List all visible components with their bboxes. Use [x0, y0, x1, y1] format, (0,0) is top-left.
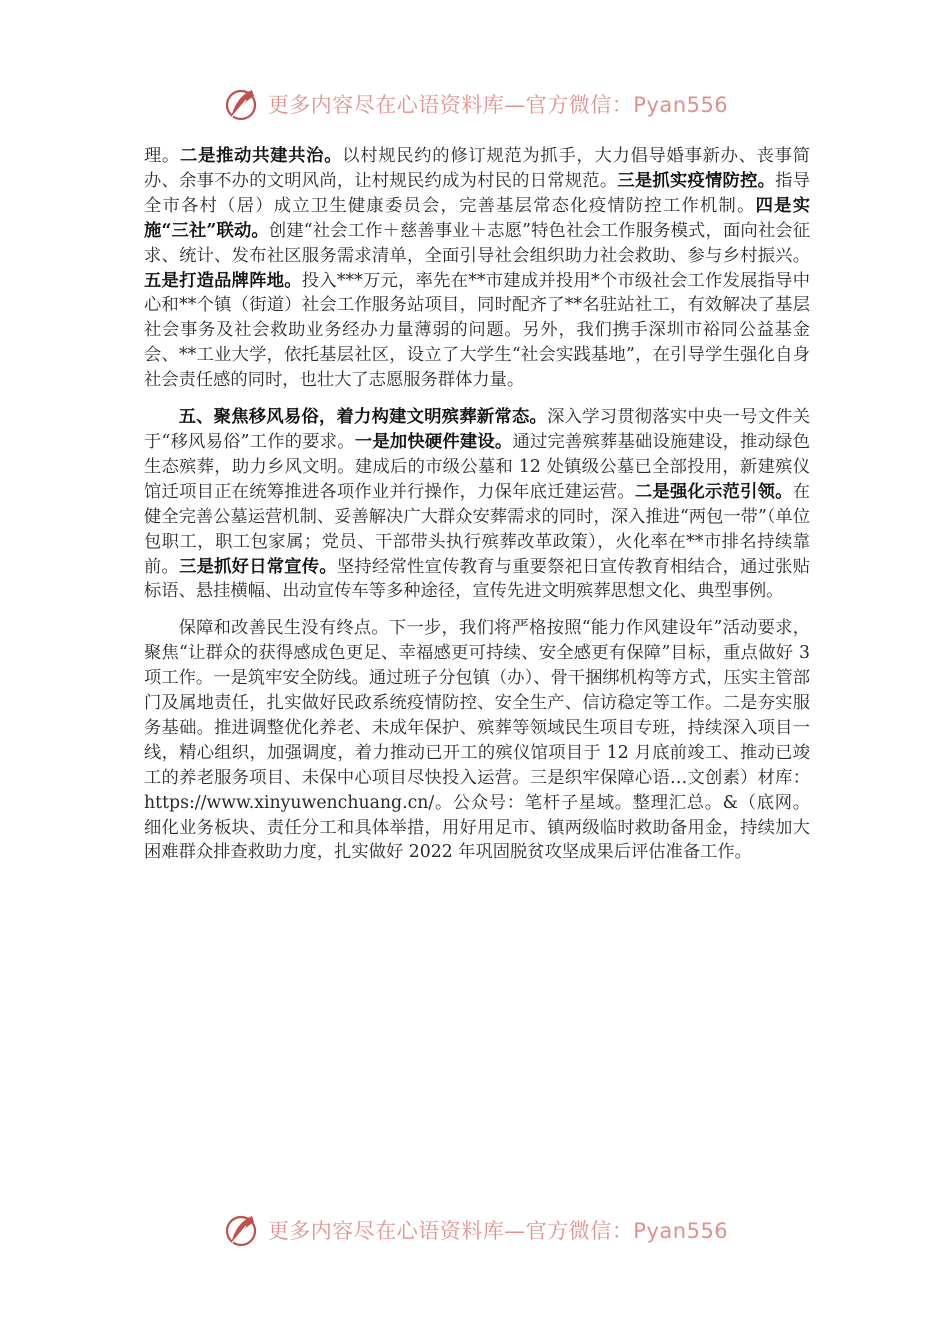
text-run: 通过完善殡葬基础设施建设，推动绿色生态殡葬，助力乡风文明。建成后的市级公墓和 12 处镇级公墓已全部投用，新建殡仪馆迁项目正在统筹推进各项作业并行操作，力保年底迁建运营。 [144, 431, 810, 502]
text-run: 在健全完善公墓运营机制、妥善解决广大群众安葬需求的同时，深入推进“两包一带”（单位包职工，职工包家属；党员、干部带头执行殡葬改革政策），火化率在**市排名持续靠前。 [144, 481, 810, 577]
text-run: 创建“社会工作＋慈善事业＋志愿”特色社会工作服务模式，面向社会征求、统计、发布社区服务需求清单，全面引导社会组织助力社会救助、参与乡村振兴。 [144, 220, 811, 266]
header-watermark [0, 84, 950, 124]
text-run: 指导全市各村（居）成立卫生健康委员会，完善基层常态化疫情防控工作机制。 [144, 170, 810, 216]
document-body [144, 144, 810, 877]
footer-watermark [0, 1210, 950, 1250]
paragraph-section-five [144, 405, 810, 604]
bold-heading-run: 二是强化示范引领。 [634, 481, 793, 502]
text-run: 坚持经常性宣传教育与重要祭祀日宣传教育相结合，通过张贴标语、悬挂横幅、出动宣传车等多种途径，宣传先进文明殡葬思想文化、典型事例。 [144, 556, 810, 602]
bold-heading-run: 五是打造品牌阵地。 [144, 270, 302, 291]
text-run: 深入学习贯彻落实中央一号文件关于“移风易俗”工作的要求。 [144, 407, 810, 452]
section-heading: 五、聚焦移风易俗，着力构建文明殡葬新常态。 [178, 407, 548, 428]
bold-heading-run: 一是加快硬件建设。 [354, 431, 513, 452]
bold-heading-run: 三是抓实疫情防控。 [617, 170, 776, 191]
paragraph-conclusion [144, 616, 810, 865]
text-run: 保障和改善民生没有终点。下一步，我们将严格按照“能力作风建设年”活动要求，聚焦“让群众的获得感成色更足、幸福感更可持续、安全感更有保障”目标，重点做好 3 项工作。一是筑牢安全防线。通过班子分包镇（办）、骨干捆绑机构等方式，压实主管部门及属地责任，扎实做好民政系统疫情防控、安全生产、信访稳定等工作。二是夯实服务基础。推进调整优化养老、未成年保护、殡葬等领域民生项目专班，持续深入项目一线，精心组织，加强调度，着力推动已开工的殡仪馆项目于 12 月底前竣工、推动已竣工的养老服务项目、未保中心项目尽快投入运营。三是织牢保障心语…文创素）材库：https://www.xinyuwenchuang.cn/。公众号：笔杆子星域。整理汇总。&（底网。细化业务板块、责任分工和具体举措，用好用足市、镇两级临时救助备用金，持续加大困难群众排查救助力度，扎实做好 2022 年巩固脱贫攻坚成果后评估准备工作。 [144, 618, 810, 863]
text-run: 理。 [144, 146, 181, 166]
text-run: 投入***万元，率先在**市建成并投用*个市级社会工作发展指导中心和**个镇（街道）社会工作服务站项目，同时配齐了**名驻站社工，有效解决了基层社会事务及社会救助业务经办力量薄弱的问题。另外，我们携手深圳市裕同公益基金会、**工业大学，依托基层社区，设立了大学生“社会实践基地”，在引导学生强化自身社会责任感的同时，也壮大了志愿服务群体力量。 [144, 270, 810, 391]
text-run: 以村规民约的修订规范为抓手，大力倡导婚事新办、丧事简办、余事不办的文明风尚，让村规民约成为村民的日常规范。 [144, 146, 810, 191]
bold-heading-run: 三是抓好日常宣传。 [179, 556, 337, 577]
feather-pen-icon [222, 1210, 262, 1250]
bold-heading-run: 二是推动共建共治。 [180, 146, 343, 166]
paragraph-continued [144, 144, 810, 393]
bold-heading-run: 四是实施“三社”联动。 [144, 195, 810, 241]
watermark-text: 更多内容尽在心语资料库—官方微信：Pyan556 [267, 1219, 729, 1243]
feather-pen-icon [222, 84, 262, 124]
watermark-text: 更多内容尽在心语资料库—官方微信：Pyan556 [267, 93, 729, 117]
